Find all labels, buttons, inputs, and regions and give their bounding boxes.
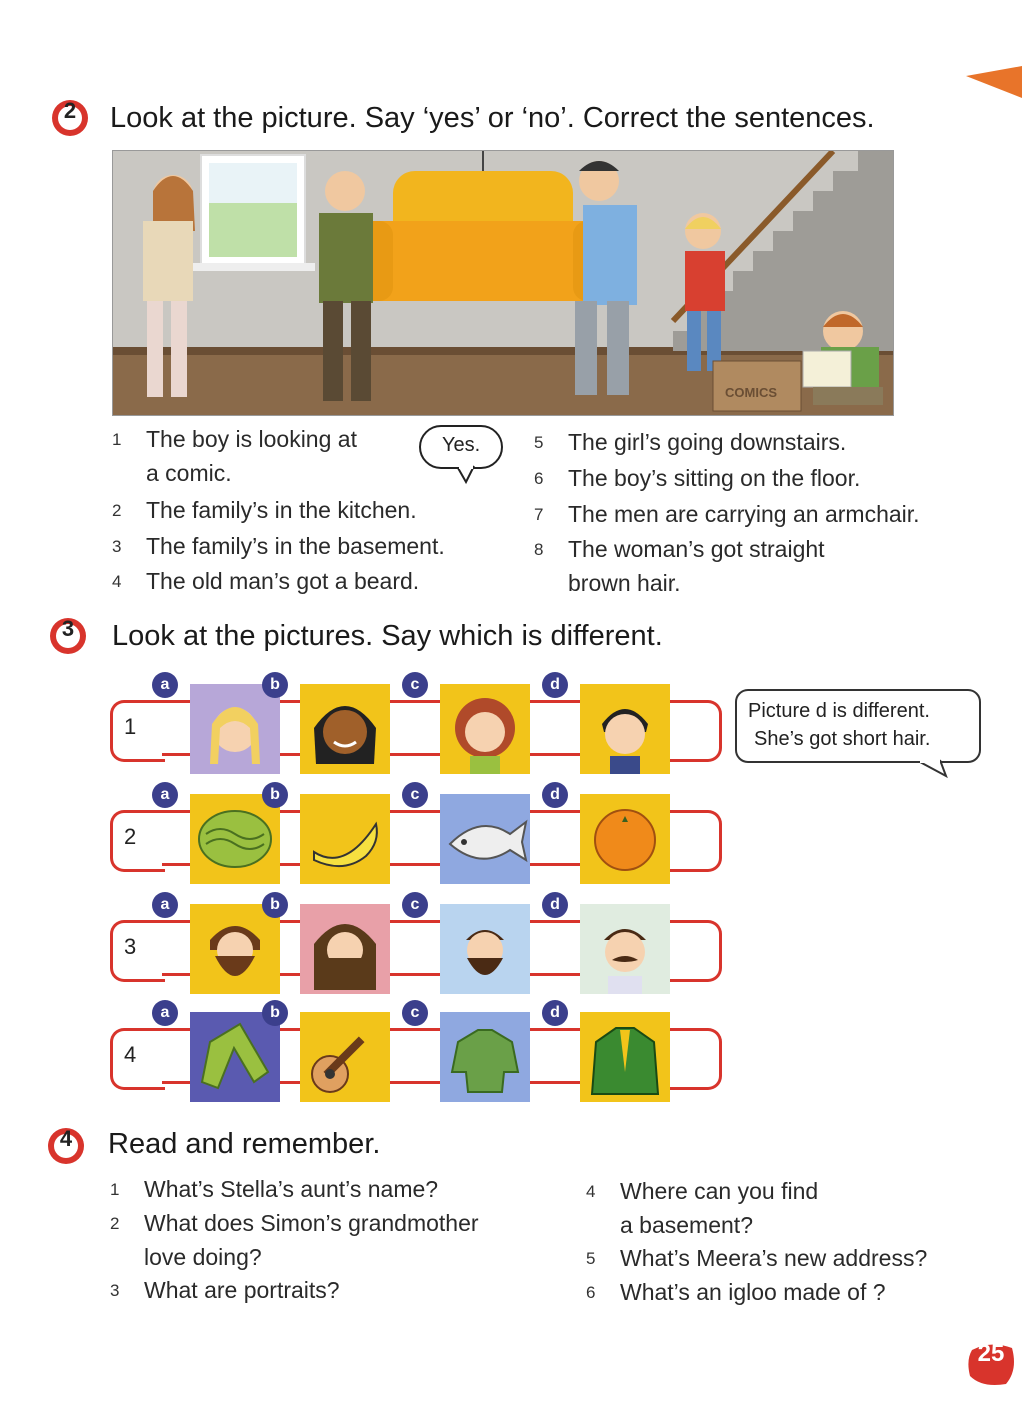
green-jacket-icon (580, 1012, 670, 1102)
picture-letter: d (542, 782, 568, 808)
sentence-text: The old man’s got a beard. (146, 568, 420, 594)
corner-tab-icon (964, 58, 1024, 98)
picture-letter: a (152, 892, 178, 918)
dark-haired-girl-face-icon (300, 684, 390, 774)
orange-icon (580, 794, 670, 884)
picture-letter: b (262, 782, 288, 808)
sentence-text: The family’s in the kitchen. (146, 497, 417, 523)
picture-letter: c (402, 782, 428, 808)
exercise-number: 4 (59, 1126, 73, 1151)
question-number: 3 (110, 1281, 120, 1300)
blonde-girl-face-icon (190, 684, 280, 774)
row-label: 2 (124, 824, 137, 849)
sentence-number: 4 (112, 572, 122, 591)
sentence-number: 8 (534, 540, 544, 559)
picture-row-2 (110, 786, 722, 878)
picture-row-3 (110, 896, 722, 988)
sentence-number: 5 (534, 433, 544, 452)
box-label: COMICS (725, 385, 777, 400)
bearded-man-long-hair-icon (300, 904, 390, 994)
question-number: 5 (586, 1249, 596, 1268)
picture-letter: b (262, 672, 288, 698)
page-number-badge (966, 1340, 1016, 1386)
row-label: 1 (124, 714, 137, 739)
fish-icon (440, 794, 530, 884)
exercise-2-instruction: Look at the picture. Say ‘yes’ or ‘no’. Correct the sentences. (110, 102, 875, 134)
sentence-text-line2: a comic. (146, 460, 232, 486)
picture-letter: a (152, 672, 178, 698)
picture-row-1 (110, 676, 722, 768)
sentence-text: The men are carrying an armchair. (568, 501, 920, 527)
moustache-man-icon (580, 904, 670, 994)
question-number: 1 (110, 1180, 120, 1199)
yes-speech-bubble (418, 424, 504, 486)
row-cap-left (110, 920, 165, 982)
page-number: 25 (977, 1340, 1005, 1367)
banana-icon (300, 794, 390, 884)
row-cap-right (667, 1028, 722, 1090)
bearded-man-short-hair-icon (440, 904, 530, 994)
question-text: What’s Stella’s aunt’s name? (144, 1176, 439, 1202)
row-label: 4 (124, 1042, 137, 1067)
green-shirt-icon (440, 1012, 530, 1102)
watermelon-icon (190, 794, 280, 884)
picture-letter: a (152, 782, 178, 808)
row-cap-left (110, 810, 165, 872)
bubble-line-1: Picture d is different. (748, 700, 930, 722)
bearded-man-icon (190, 904, 280, 994)
sentence-number: 1 (112, 430, 122, 449)
question-text: What’s an igloo made of ? (620, 1279, 886, 1305)
picture-row-4 (110, 1004, 722, 1096)
question-number: 4 (586, 1182, 596, 1201)
curly-haired-girl-face-icon (440, 684, 530, 774)
question-text: What’s Meera’s new address? (620, 1245, 928, 1271)
row-cap-right (667, 700, 722, 762)
sentence-number: 7 (534, 505, 544, 524)
family-moving-sofa-illustration (112, 150, 894, 416)
question-text-line2: love doing? (144, 1244, 262, 1270)
sentence-text: The boy is looking at (146, 426, 357, 452)
picture-letter: a (152, 1000, 178, 1026)
sentence-text-line2: brown hair. (568, 570, 681, 596)
sentence-text: The girl’s going downstairs. (568, 429, 847, 455)
exercise-3-instruction: Look at the pictures. Say which is different. (112, 620, 663, 652)
sentence-text: The family’s in the basement. (146, 533, 445, 559)
row-cap-right (667, 920, 722, 982)
picture-letter: c (402, 892, 428, 918)
picture-letter: c (402, 672, 428, 698)
picture-letter: d (542, 1000, 568, 1026)
question-text-line2: a basement? (620, 1212, 753, 1238)
different-speech-bubble (734, 688, 982, 780)
sentence-text: The woman’s got straight (568, 536, 825, 562)
exercise-3-badge (48, 616, 92, 660)
picture-letter: b (262, 892, 288, 918)
sentence-number: 3 (112, 537, 122, 556)
exercise-number: 3 (61, 616, 75, 641)
question-number: 2 (110, 1214, 120, 1233)
picture-letter: b (262, 1000, 288, 1026)
question-text: What does Simon’s grandmother (144, 1210, 479, 1236)
exercise-number: 2 (63, 98, 77, 123)
question-number: 6 (586, 1283, 596, 1302)
picture-letter: d (542, 892, 568, 918)
row-cap-left (110, 700, 165, 762)
exercise-4-badge (46, 1126, 90, 1170)
question-text: Where can you find (620, 1178, 819, 1204)
question-text: What are portraits? (144, 1277, 340, 1303)
row-cap-left (110, 1028, 165, 1090)
sentence-number: 6 (534, 469, 544, 488)
picture-letter: d (542, 672, 568, 698)
guitar-icon (300, 1012, 390, 1102)
exercise-2-badge (50, 98, 94, 142)
sentence-text: The boy’s sitting on the floor. (568, 465, 861, 491)
sentence-number: 2 (112, 501, 122, 520)
row-cap-right (667, 810, 722, 872)
row-label: 3 (124, 934, 137, 959)
trousers-icon (190, 1012, 280, 1102)
picture-letter: c (402, 1000, 428, 1026)
short-haired-girl-face-icon (580, 684, 670, 774)
exercise-4-instruction: Read and remember. (108, 1128, 381, 1160)
bubble-text: Yes. (442, 434, 481, 456)
bubble-line-2: She’s got short hair. (754, 728, 931, 750)
